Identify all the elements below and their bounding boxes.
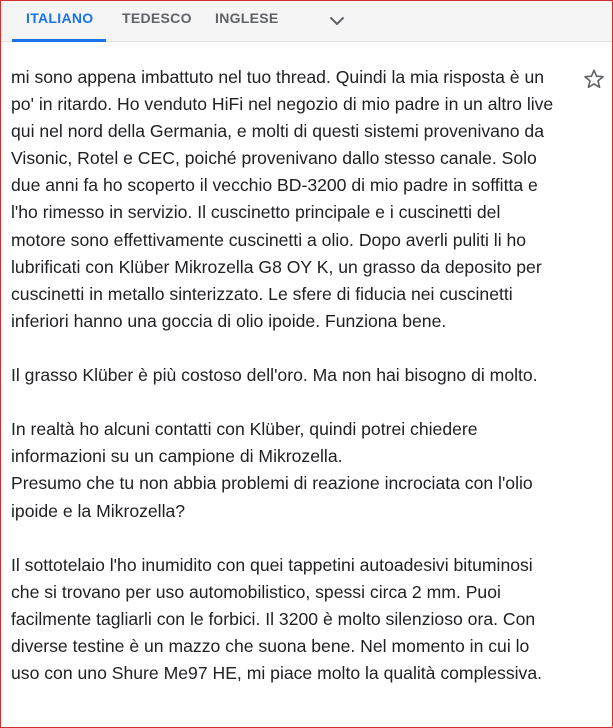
text-line: motore sono effettivamente cuscinetti a olio. Dopo averli puliti li ho <box>11 229 527 250</box>
text-line: Visonic, Rotel e CEC, poiché provenivano dallo stesso canale. Solo <box>11 148 537 169</box>
text-line: cuscinetti in metallo sinterizzato. Le sfere di fiducia nei cuscinetti <box>11 283 513 304</box>
text-line: informazioni su un campione di Mikrozella. <box>11 446 343 467</box>
star-icon[interactable] <box>582 67 606 91</box>
text-line: inferiori hanno una goccia di olio ipoide. Funziona bene. <box>11 310 447 331</box>
paragraph-3 <box>11 416 571 524</box>
active-tab-indicator <box>12 39 106 42</box>
text-line: lubrificati con Klüber Mikrozella G8 OY K, un grasso da deposito per <box>11 256 542 277</box>
text-line: facilmente tagliarli con le forbici. Il 3200 è molto silenzioso ora. Con <box>11 608 536 629</box>
text-line: Il grasso Klüber è più costoso dell'oro. Ma non hai bisogno di molto. <box>11 365 538 386</box>
text-line: mi sono appena imbattuto nel tuo thread. Quindi la mia risposta è un <box>11 67 545 87</box>
tab-tedesco[interactable]: TEDESCO <box>122 10 192 26</box>
text-line: In realtà ho alcuni contatti con Klüber, quindi potrei chiedere <box>11 419 478 440</box>
text-line: Presumo che tu non abbia problemi di reazione incrociata con l'olio <box>11 473 533 494</box>
text-line: due anni fa ho scoperto il vecchio BD-3200 di mio padre in soffitta e <box>11 175 538 196</box>
text-line: ipoide e la Mikrozella? <box>11 500 186 521</box>
paragraph-4 <box>11 552 571 687</box>
text-line: uso con uno Shure Me97 HE, mi piace molto la qualità complessiva. <box>11 663 543 684</box>
paragraph-2 <box>11 362 571 389</box>
text-line: Il sottotelaio l'ho inumidito con quei tappetini autoadesivi bituminosi <box>11 554 533 575</box>
language-tab-bar <box>1 1 612 42</box>
text-line: qui nel nord della Germania, e molti di questi sistemi provenivano da <box>11 121 544 142</box>
text-line: l'ho rimesso in servizio. Il cuscinetto principale e i cuscinetti del <box>11 202 501 223</box>
text-line: diverse testine è un mazzo che suona bene. Nel momento in cui lo <box>11 635 530 656</box>
translation-text <box>11 64 571 687</box>
paragraph-1 <box>11 64 571 335</box>
tab-italiano[interactable]: ITALIANO <box>26 10 94 26</box>
tab-inglese[interactable]: INGLESE <box>215 10 279 26</box>
text-line: po' in ritardo. Ho venduto HiFi nel negozio di mio padre in un altro live <box>11 94 554 115</box>
chevron-down-icon[interactable] <box>326 10 348 32</box>
text-line: che si trovano per uso automobilistico, spessi circa 2 mm. Puoi <box>11 581 501 602</box>
